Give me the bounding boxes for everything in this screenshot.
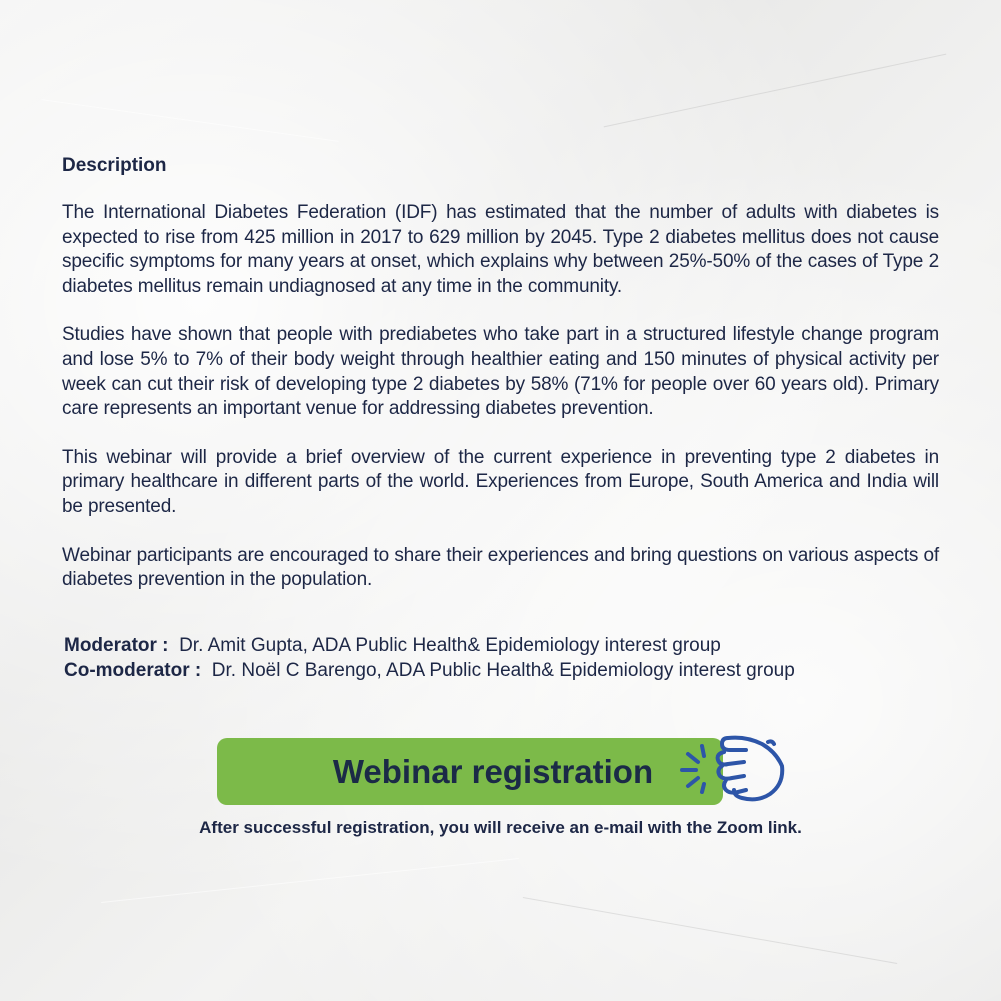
description-section [62,155,939,617]
paragraph: Webinar participants are encouraged to share their experiences and bring questions on various aspects of diabetes prevention in the population. [62,544,939,591]
comoderator-value: Dr. Noël C Barengo, ADA Public Health& Epidemiology interest group [211,660,795,681]
webinar-registration-label: Webinar registration [332,753,654,790]
paper-texture [101,858,519,903]
moderator-row [64,633,795,658]
paragraph: The International Diabetes Federation (IDF) has estimated that the number of adults with diabetes is expected to rise from 425 million in 2017 to 629 million by 2045. Type 2 diabetes mellitus does not cause specific symptoms for many years at onset, which explains why between 25%-50% of the cases of Type 2 diabetes mellitus remain undiagnosed at any time in the community. [62,202,939,297]
moderator-value: Dr. Amit Gupta, ADA Public Health& Epidemiology interest group [179,635,721,656]
comoderator-label: Co-moderator : [64,660,202,681]
paper-texture [41,99,338,142]
webinar-registration-button[interactable] [217,738,723,805]
comoderator-row [64,658,795,683]
paragraph: This webinar will provide a brief overview of the current experience in preventing type 2 diabetes in primary healthcare in different parts of the world. Experiences from Europe, South America and India will be presented. [62,446,939,517]
moderator-label: Moderator : [64,635,169,656]
description-heading: Description [62,155,167,176]
pointing-hand-icon[interactable] [676,732,788,804]
moderators-section [64,633,795,683]
paper-texture [523,897,897,964]
paper-texture [604,54,947,128]
paragraph: Studies have shown that people with prediabetes who take part in a structured lifestyle change program and lose 5% to 7% of their body weight through healthier eating and 150 minutes of physical activity per week can cut their risk of developing type 2 diabetes by 58% (71% for people over 60 years old). Primary care represents an important venue for addressing diabetes prevention. [62,324,939,420]
registration-note: After successful registration, you will receive an e-mail with the Zoom link. [199,818,802,837]
